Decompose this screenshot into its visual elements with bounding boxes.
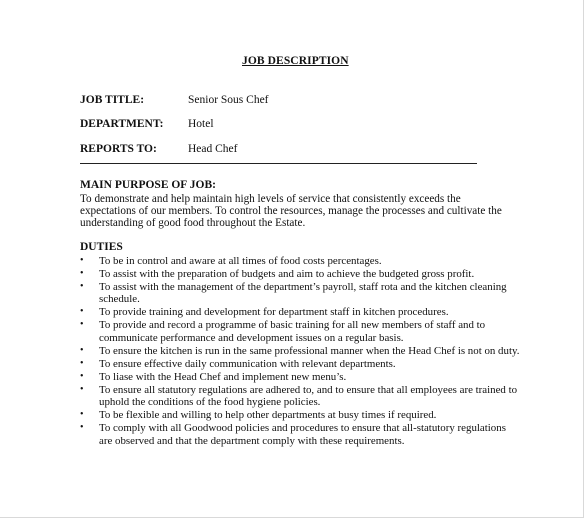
duty-list-item: [80, 358, 520, 370]
duty-text: To provide training and development for department staff in kitchen procedures.: [99, 306, 449, 319]
bullet-icon: •: [80, 319, 84, 331]
bullet-icon: •: [80, 357, 84, 369]
department-value: Hotel: [188, 118, 214, 130]
duty-text: To ensure all statutory regulations are adhered to, and to ensure that all employees are trained to uphold the conditions of the food hygiene policies.: [99, 383, 518, 409]
duty-text: To assist with the preparation of budgets and aim to achieve the budgeted gross profit.: [99, 268, 475, 280]
department-label: DEPARTMENT:: [80, 118, 164, 130]
duty-list-item: [80, 281, 520, 306]
bullet-icon: •: [80, 370, 84, 382]
duty-text: To comply with all Goodwood policies and procedures to ensure that all-statutory regulations are observed and that the department comply with these requirements.: [99, 422, 506, 447]
duty-list-item: [80, 255, 520, 267]
reports-to-label: REPORTS TO:: [80, 143, 157, 155]
bullet-icon: •: [80, 268, 84, 279]
duty-list-item: [80, 319, 520, 344]
duty-list-item: [80, 409, 520, 421]
bullet-icon: •: [80, 409, 84, 421]
duty-text: To be flexible and willing to help other departments at busy times if required.: [99, 409, 437, 422]
duty-text: To assist with the management of the department’s payroll, staff rota and the kitchen cleaning schedule.: [99, 281, 507, 306]
reports-to-value: Head Chef: [188, 143, 238, 155]
duty-list-item: [80, 306, 520, 318]
document-title: JOB DESCRIPTION: [242, 55, 349, 67]
divider-line: [80, 163, 477, 164]
main-purpose-heading: MAIN PURPOSE OF JOB:: [80, 179, 216, 191]
bullet-icon: •: [80, 255, 84, 266]
duty-list-item: [80, 345, 520, 357]
duties-list: [80, 255, 520, 448]
duty-text: To provide and record a programme of basic training for all new members of staff and to communicate performance and development issues on a regular basis.: [99, 319, 486, 344]
bullet-icon: •: [80, 281, 84, 292]
duty-list-item: [80, 422, 520, 447]
bullet-icon: •: [80, 383, 84, 395]
duty-list-item: [80, 371, 520, 383]
duty-list-item: [80, 268, 520, 280]
job-title-label: JOB TITLE:: [80, 94, 145, 106]
duty-text: To ensure the kitchen is run in the same professional manner when the Head Chef is not on duty.: [99, 344, 520, 357]
bullet-icon: •: [80, 344, 84, 356]
duty-text: To liase with the Head Chef and implement new menu’s.: [99, 370, 347, 383]
main-purpose-text: To demonstrate and help maintain high levels of service that consistently exceeds the expectations of our members. To control the resources, manage the processes and cultivate the understanding of good food throughout the Estate.: [80, 193, 502, 229]
bullet-icon: •: [80, 306, 84, 318]
duties-heading: DUTIES: [80, 241, 123, 253]
duty-text: To be in control and aware at all times of food costs percentages.: [99, 255, 382, 267]
job-title-value: Senior Sous Chef: [188, 94, 269, 106]
bullet-icon: •: [80, 422, 84, 434]
duty-text: To ensure effective daily communication with relevant departments.: [99, 357, 396, 370]
duty-list-item: [80, 384, 520, 409]
